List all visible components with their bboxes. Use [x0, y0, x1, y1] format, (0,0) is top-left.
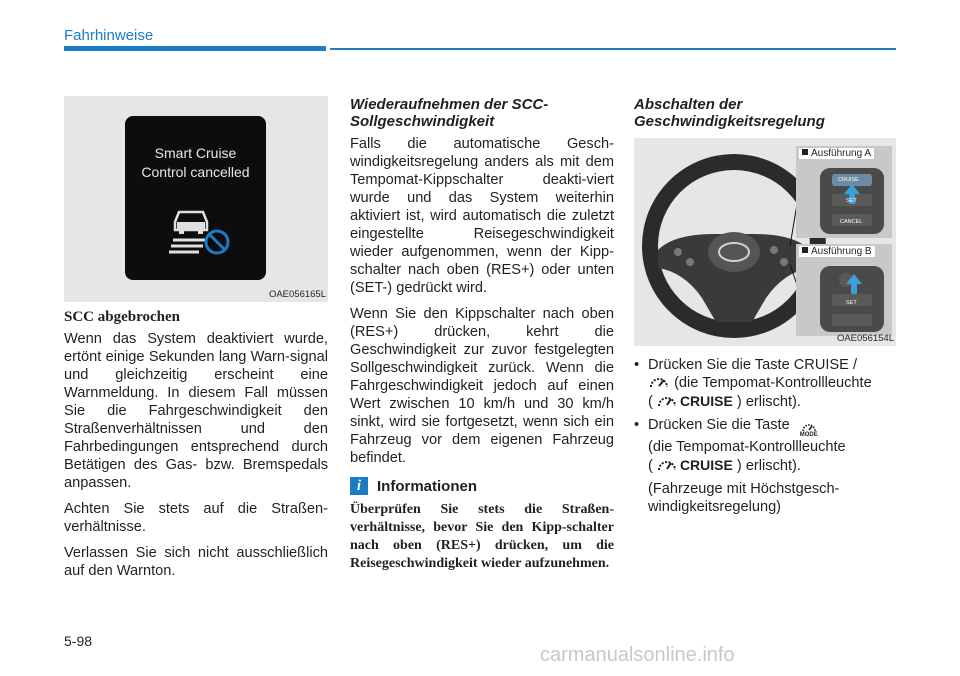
note-text: (Fahrzeuge mit Höchstgesch-windigkeitsregelung): [648, 481, 840, 515]
header-rule-thin: [330, 48, 896, 50]
paragraph: Wenn Sie den Kippschalter nach oben (RES+) drücken, kehrt die Geschwindigkeit zur zuvor festgelegten Sollgeschwindigkeit zurück. Wenn die Fahrgeschwindigkeit jedoch auf einen Wert zwischen 10 km/h und 30 km/h sinkt, wird sie fortgesetzt, wenn sich ein Fahrzeug vor dem eigenen Fahrzeug befindet.: [350, 306, 614, 466]
left-column: [64, 96, 328, 588]
cruise-indicator: CRUISE: [657, 456, 733, 474]
switch-detail-b-icon: [796, 262, 892, 336]
bullet-text: Drücken Sie die Taste CRUISE /: [648, 357, 857, 373]
set-label: SET: [846, 300, 857, 306]
cruise-button-icon: [648, 374, 670, 390]
section-heading: Wiederaufnehmen der SCC-Sollgeschwindigkeit: [350, 96, 549, 130]
cancel-label: CANCEL: [840, 219, 863, 225]
right-column: [634, 96, 898, 516]
cruise-indicator-icon: [657, 458, 677, 472]
paragraph: Verlassen Sie sich nicht ausschließlich auf den Warnton.: [64, 545, 328, 579]
cluster-display: [125, 116, 266, 280]
figure-code: OAE056165L: [268, 289, 326, 300]
section-heading: Abschalten der Geschwindigkeitsregelung: [634, 96, 825, 130]
bullet-text-cont: (die Tempomat-Kontrollleuchte: [674, 375, 872, 391]
section-heading: SCC abgebrochen: [64, 309, 180, 325]
cluster-message-figure: [64, 96, 328, 302]
variant-a-label: Ausführung A: [799, 148, 874, 159]
bullet-text-cont: (die Tempomat-Kontrollleuchte: [648, 439, 846, 455]
figure-code: OAE056154L: [836, 333, 894, 344]
mode-button-icon: MODE: [800, 422, 818, 438]
cruise-indicator: CRUISE: [657, 392, 733, 410]
list-item: • Drücken Sie die Taste MODE (die Tempomat-Kontrollleuchte ( CRUISE ) erlischt).: [634, 417, 846, 474]
scc-cancelled-icon: [169, 208, 235, 260]
set-label: SET: [846, 198, 857, 204]
display-line-2: Control cancelled: [141, 164, 250, 180]
info-icon: i: [350, 477, 368, 495]
header-rule-thick: [64, 46, 326, 51]
variant-b-panel: [796, 244, 892, 336]
page-number: 5-98: [64, 633, 93, 649]
cruise-label: CRUISE: [838, 177, 859, 183]
variant-a-panel: [796, 146, 892, 238]
list-item: • Drücken Sie die Taste CRUISE / (die Tempomat-Kontrollleuchte ( CRUISE ) erlischt).: [634, 357, 872, 410]
paragraph: Wenn das System deaktiviert wurde, ertönt einige Sekunden lang Warn-signal und gleichzeitig erscheint eine Warnmeldung. In diesem Fall müssen Sie die Fahrgeschwindigkeit den Straßenverhältnissen und den Fahrbedingungen entsprechend durch Betätigen des Gas- bzw. Bremspedals anpassen.: [64, 331, 328, 491]
paragraph: Achten Sie stets auf die Straßen-verhältnisse.: [64, 501, 328, 535]
switch-detail-a-icon: [796, 164, 892, 238]
section-title: Fahrhinweise: [64, 27, 154, 44]
bullet-dot: •: [634, 357, 640, 373]
bullet-text: Drücken Sie die Taste: [648, 417, 790, 433]
info-body: Überprüfen Sie stets die Straßen-verhältnisse, bevor Sie den Kipp-schalter nach oben (RES+) drücken, um die Reisegeschwindigkeit wieder aufzunehmen.: [350, 502, 614, 571]
info-header: [350, 477, 614, 495]
paragraph: Falls die automatische Gesch-windigkeitsregelung anders als mit dem Tempomat-Kippschalter deakti-viert wurde und das System weiterhin aktiviert ist, wird automatisch die zuletzt eingestellte Reisegeschwindigkeit wieder aufgenommen, wenn der Kipp-schalter nach oben (RES+) oder unten (SET-) gedrückt wird.: [350, 136, 614, 296]
display-line-1: Smart Cruise: [154, 145, 237, 161]
instruction-list: [634, 356, 898, 516]
cruise-indicator-icon: [657, 394, 677, 408]
variant-b-label: Ausführung B: [799, 246, 875, 257]
info-title: Informationen: [377, 477, 477, 495]
middle-column: [350, 96, 614, 573]
steering-wheel-figure: [634, 138, 896, 346]
watermark: carmanualsonline.info: [540, 644, 735, 666]
bullet-dot: •: [634, 417, 640, 433]
